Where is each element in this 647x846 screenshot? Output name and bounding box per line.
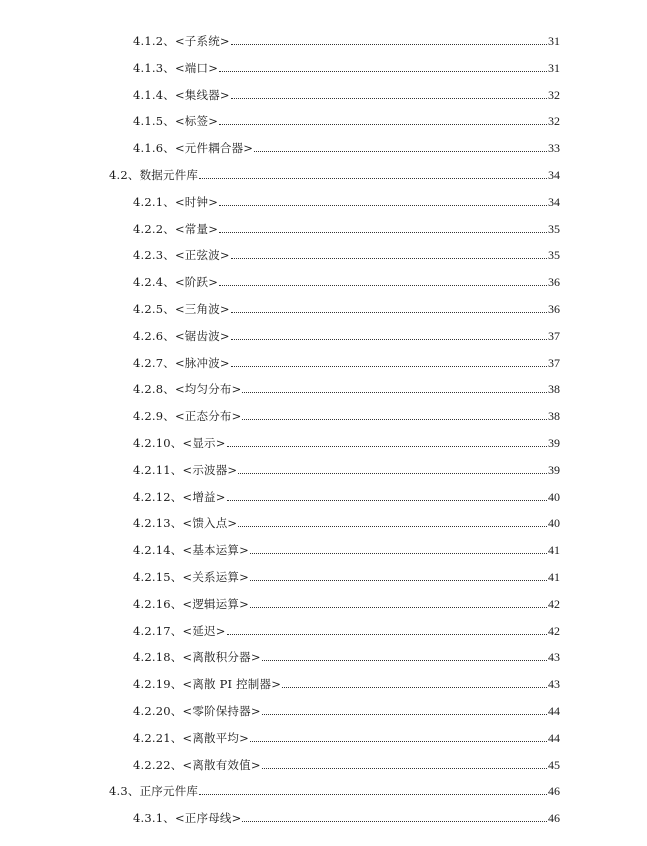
toc-entry-page-number: 46 — [548, 811, 560, 826]
toc-entry[interactable] — [133, 620, 560, 638]
toc-entry[interactable] — [133, 807, 560, 825]
toc-entry-title: 4.2.22、<离散有效值> — [133, 757, 261, 772]
toc-entry-page-number: 42 — [548, 623, 560, 638]
toc-entry-page-number: 39 — [548, 436, 560, 450]
toc-entry-title: 4.2.9、<正态分布> — [133, 409, 242, 424]
toc-entry-title: 4.2.3、<正弦波> — [133, 248, 230, 263]
toc-entry-title: 4.2.7、<脉冲波> — [133, 355, 230, 370]
toc-entry-title: 4.2.11、<示波器> — [133, 462, 238, 477]
toc-entry-title: 4.2.1、<时钟> — [133, 194, 219, 209]
toc-dot-leader — [227, 500, 547, 501]
toc-entry[interactable] — [133, 646, 560, 664]
toc-entry-page-number: 46 — [548, 784, 560, 799]
toc-entry-title: 4.2.2、<常量> — [133, 221, 219, 236]
toc-entry-title: 4.2.12、<增益> — [133, 489, 226, 504]
toc-entry-page-number: 40 — [548, 516, 560, 531]
toc-dot-leader — [250, 607, 547, 608]
toc-entry-title: 4.2.5、<三角波> — [133, 302, 230, 316]
toc-dot-leader — [262, 768, 547, 769]
toc-dot-leader — [231, 366, 547, 367]
toc-entry-page-number: 43 — [548, 650, 560, 665]
toc-entry-page-number: 38 — [548, 409, 560, 424]
toc-entry-page-number: 34 — [548, 194, 560, 209]
toc-entry[interactable] — [133, 539, 560, 557]
toc-dot-leader — [254, 151, 547, 152]
toc-entry-page-number: 32 — [548, 87, 560, 102]
toc-dot-leader — [231, 258, 547, 259]
toc-entry[interactable] — [109, 780, 560, 798]
toc-entry-title: 4.1.5、<标签> — [133, 114, 219, 129]
toc-entry[interactable] — [133, 137, 560, 155]
toc-dot-leader — [231, 312, 547, 313]
toc-dot-leader — [231, 98, 547, 99]
toc-dot-leader — [219, 232, 547, 233]
toc-entry-page-number: 45 — [548, 757, 560, 772]
toc-entry-title: 4.2.14、<基本运算> — [133, 543, 249, 558]
toc-dot-leader — [219, 205, 547, 206]
toc-entry-title: 4.2.8、<均匀分布> — [133, 382, 242, 397]
toc-entry[interactable] — [133, 30, 560, 48]
toc-entry-title: 4.2.6、<锯齿波> — [133, 328, 230, 343]
toc-entry-title: 4.2、数据元件库 — [109, 168, 199, 182]
toc-entry-page-number: 35 — [548, 221, 560, 236]
toc-entry-page-number: 35 — [548, 248, 560, 263]
toc-entry[interactable] — [133, 432, 560, 450]
toc-entry[interactable] — [133, 57, 560, 75]
toc-entry-title: 4.2.15、<关系运算> — [133, 570, 249, 584]
toc-entry-page-number: 37 — [548, 355, 560, 370]
toc-dot-leader — [262, 660, 547, 661]
toc-entry-page-number: 38 — [548, 382, 560, 397]
toc-entry-title: 4.3、正序元件库 — [109, 784, 199, 799]
toc-dot-leader — [199, 178, 547, 179]
toc-entry[interactable] — [133, 298, 560, 316]
toc-entry-page-number: 44 — [548, 704, 560, 718]
toc-dot-leader — [242, 821, 547, 822]
toc-entry-page-number: 44 — [548, 730, 560, 745]
toc-dot-leader — [199, 794, 547, 795]
toc-dot-leader — [250, 580, 547, 581]
toc-entry[interactable] — [133, 754, 560, 772]
toc-entry[interactable] — [133, 486, 560, 504]
toc-dot-leader — [219, 124, 547, 125]
toc-entry-page-number: 31 — [548, 34, 560, 48]
toc-entry[interactable] — [133, 244, 560, 262]
toc-entry-page-number: 42 — [548, 596, 560, 611]
toc-entry[interactable] — [109, 164, 560, 182]
toc-entry-page-number: 39 — [548, 462, 560, 477]
toc-entry-title: 4.2.19、<离散 PI 控制器> — [133, 677, 282, 692]
toc-entry-page-number: 32 — [548, 114, 560, 129]
toc-entry[interactable] — [133, 110, 560, 128]
toc-dot-leader — [242, 392, 547, 393]
toc-entry-title: 4.2.17、<延迟> — [133, 623, 226, 638]
toc-entry-title: 4.1.3、<端口> — [133, 60, 219, 75]
toc-dot-leader — [227, 446, 547, 447]
toc-entry[interactable] — [133, 325, 560, 343]
toc-entry[interactable] — [133, 352, 560, 370]
toc-dot-leader — [231, 339, 547, 340]
toc-entry-page-number: 36 — [548, 275, 560, 290]
toc-entry[interactable] — [133, 84, 560, 102]
toc-entry-page-number: 34 — [548, 168, 560, 182]
toc-entry-page-number: 41 — [548, 570, 560, 584]
toc-dot-leader — [250, 553, 547, 554]
toc-dot-leader — [231, 44, 547, 45]
toc-entry[interactable] — [133, 593, 560, 611]
toc-entry-title: 4.2.21、<离散平均> — [133, 730, 249, 745]
toc-entry-page-number: 36 — [548, 302, 560, 316]
toc-entry[interactable] — [133, 727, 560, 745]
toc-entry[interactable] — [133, 512, 560, 530]
toc-entry-page-number: 40 — [548, 489, 560, 504]
toc-entry-page-number: 43 — [548, 677, 560, 692]
toc-entry[interactable] — [133, 566, 560, 584]
toc-dot-leader — [262, 714, 547, 715]
toc-dot-leader — [238, 473, 547, 474]
toc-entry[interactable] — [133, 218, 560, 236]
toc-entry[interactable] — [133, 700, 560, 718]
toc-dot-leader — [219, 71, 547, 72]
toc-entry-title: 4.2.18、<离散积分器> — [133, 650, 261, 665]
toc-entry-page-number: 41 — [548, 543, 560, 558]
toc-entry[interactable] — [133, 271, 560, 289]
toc-dot-leader — [282, 687, 547, 688]
toc-entry-page-number: 33 — [548, 141, 560, 156]
toc-entry-page-number: 31 — [548, 60, 560, 75]
toc-entry-title: 4.1.4、<集线器> — [133, 87, 230, 102]
toc-dot-leader — [238, 526, 547, 527]
toc-entry-title: 4.2.16、<逻辑运算> — [133, 596, 249, 611]
toc-entry-title: 4.1.6、<元件耦合器> — [133, 141, 254, 156]
toc-entry[interactable] — [133, 405, 560, 423]
toc-dot-leader — [242, 419, 547, 420]
toc-entry[interactable] — [133, 378, 560, 396]
toc-entry[interactable] — [133, 459, 560, 477]
toc-entry-page-number: 37 — [548, 328, 560, 343]
toc-entry[interactable] — [133, 673, 560, 691]
toc-dot-leader — [227, 634, 547, 635]
toc-entry[interactable] — [133, 191, 560, 209]
toc-entry-title: 4.2.4、<阶跃> — [133, 275, 219, 290]
toc-entry-title: 4.1.2、<子系统> — [133, 34, 230, 48]
toc-entry-title: 4.2.20、<零阶保持器> — [133, 704, 261, 718]
toc-entry-title: 4.2.10、<显示> — [133, 436, 226, 450]
toc-entry-title: 4.3.1、<正序母线> — [133, 811, 242, 826]
toc-dot-leader — [219, 285, 547, 286]
toc-entry-title: 4.2.13、<馈入点> — [133, 516, 238, 531]
toc-dot-leader — [250, 741, 547, 742]
